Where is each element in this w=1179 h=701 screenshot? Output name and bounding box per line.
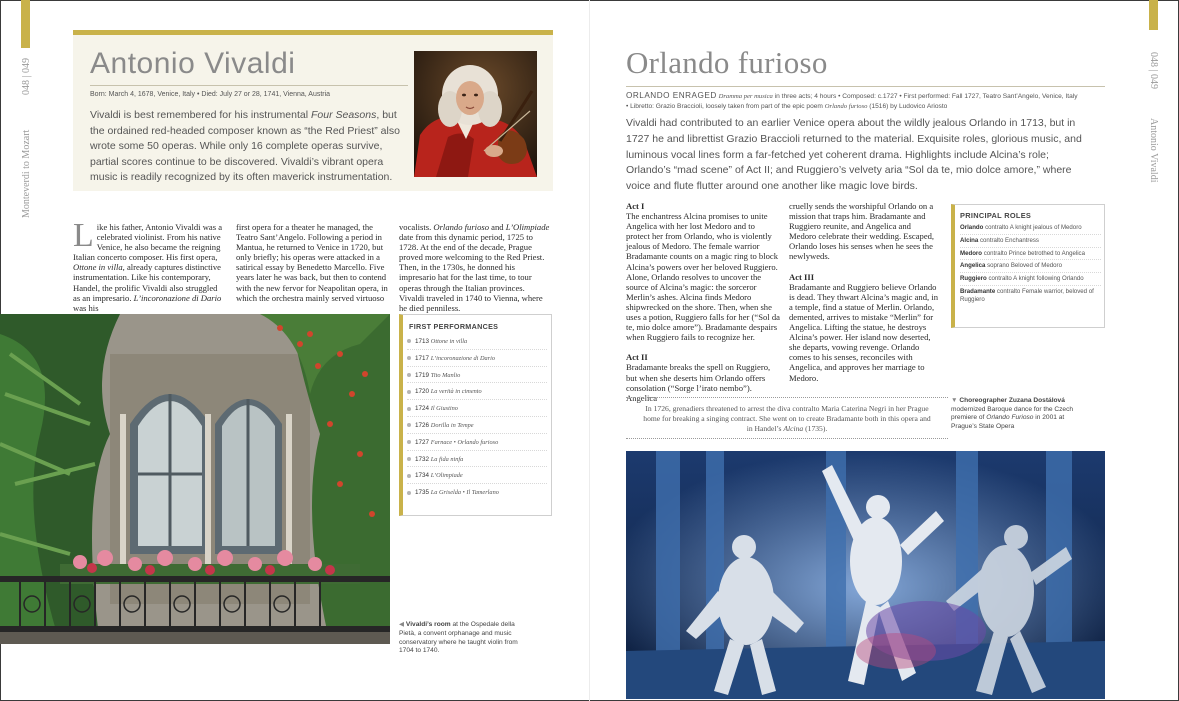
body-column-2: first opera for a theater he managed, the Teatro Sant’Angelo. Following a period in Mantua, he returned to Venice in 1720, but only briefly; his operas were attacked in a satirical essay by Benedetto Marcello. Five years later he was back, but then to contend with the new fervor for Neapolitan opera, in which the orchestra mainly served virtuoso [236, 222, 388, 303]
bullet-icon [407, 491, 411, 495]
list-item: 1717 L’incoronazione di Dario [407, 350, 547, 367]
list-item: 1735 La Griselda • Il Tamerlano [407, 484, 547, 501]
stage-dance-photo [626, 451, 1105, 699]
list-item: Angelica soprano Beloved of Medoro [960, 260, 1101, 273]
opera-intro: Vivaldi had contributed to an earlier Venice opera about the wildly jealous Orlando in 1713, but in 1727 he and librettist Grazio Braccioli returned to the material. Exquisite roles, glorious music, and luminous vocal lines form a far-fetched yet coherent drama. Highlights include Alcina’s role; Orlando’s “mad scene” of Act II; and Ruggiero’s velvety aria “Sol da te, mio dolce amore,” where voice and flute flutter around one another like magic love birds. [626, 117, 1082, 193]
born-died-line: Born: March 4, 1678, Venice, Italy • Died: July 27 or 28, 1741, Vienna, Austria [90, 91, 331, 98]
pull-quote: In 1726, grenadiers threatened to arrest the diva contralto Maria Caterina Negri in her Prague home for breaking a singing contract. She went on to create Bradamante both in this opera and in Handel’s Alcina (1735). [643, 404, 931, 434]
first-performances-list [407, 333, 547, 501]
act-3-heading: Act III [789, 271, 815, 282]
act-2-text: Bradamante breaks the spell on Ruggiero, but when she deserts him Orlando offers consolation (“Sorge l’irato nembo”). Angelica [626, 362, 771, 403]
composer-name: Antonio Vivaldi [90, 47, 296, 80]
bullet-icon [407, 407, 411, 411]
act-2-continued: cruelly sends the worshipful Orlando on a mission that traps him. Bradamante and Ruggiero reunite, and Angelica and Medoro celebrate their wedding. Escaped, Orlando loses his senses when he sees the newlyweds. [789, 201, 935, 262]
right-edge-gold-mark [1149, 0, 1158, 30]
room-photo-caption: ◀ Vivaldi’s room at the Ospedale della Pietà, a convent orphanage and music conservatory where he taught violin from 1704 to 1740. [399, 621, 518, 655]
list-item: Ruggiero contralto A knight following Orlando [960, 273, 1101, 286]
stage-photo-caption: ▼ Choreographer Zuzana Dostálová modernized Baroque dance for the Czech premiere of Orlando Furioso in 2001 at Prague’s State Opera [951, 397, 1074, 430]
list-item: 1727 Farnace • Orlando furioso [407, 434, 547, 451]
list-item: 1726 Dorilla in Tempe [407, 417, 547, 434]
quote-rule-top [626, 397, 948, 398]
act-1-heading: Act I [626, 201, 645, 211]
list-item: 1720 La verità in cimento [407, 383, 547, 400]
vivaldi-room-photo [0, 314, 390, 644]
bullet-icon [407, 339, 411, 343]
principal-roles-title: PRINCIPAL ROLES [960, 211, 1032, 220]
list-item: Bradamante contralto Female warrior, beloved of Ruggiero [960, 287, 1094, 303]
bullet-icon [407, 474, 411, 478]
act-1-text: The enchantress Alcina promises to unite Angelica with her lost Medoro and to protect her from Orlando, who is violently jealous of Medoro. The female warrior Bradamante counts on a magic ring to block Alcina’s powers over her beloved Ruggiero. Alone, Orlando resolves to uncover the source of Alcina’s magic: the sorceror Merlin’s ashes. Alcina finds Medoro shipwrecked on the shore. Then, when she uses a potion, Ruggiero falls for her (“Sol da te, mio dolce amore”). Bradamante despairs when Ruggiero fails to recognize her. [626, 211, 780, 343]
act-3-text: Bradamante and Ruggiero believe Orlando is dead. They thwart Alcina’s magic and, in a temple, find a statue of Merlin. Orlando, demented, arrives to mistake “Merlin” for Angelica. Lifting the statue, he destroys Alcina’s power. Her island now deserted, she departs, vowing revenge. Orlando comes to his senses, reconciles with Angelica, and approves her marriage to Medoro. [789, 281, 939, 383]
list-item: Orlando contralto A knight jealous of Medoro [960, 222, 1101, 235]
body-column-1: Like his father, Antonio Vivaldi was a celebrated violinist. From his native Venice, he also became the reigning Italian concerto composer. His first opera, Ottone in villa, already captures distinctive instrumentation. Like his contemporary, Handel, the prolific Vivaldi also struggled as an impresario. L’incoronazione di Dario was his [73, 217, 223, 313]
act-2-heading: Act II [626, 352, 648, 363]
bullet-icon [407, 356, 411, 360]
list-item: 1724 Il Giustino [407, 400, 547, 417]
first-performances-title: FIRST PERFORMANCES [409, 322, 499, 331]
list-item: 1719 Tito Manlio [407, 367, 547, 384]
synopsis-column-1 [626, 201, 780, 403]
list-item: Alcina contralto Enchantress [960, 235, 1101, 248]
quote-rule-bottom [626, 438, 948, 439]
left-section-title: Monteverdi to Mozart [21, 129, 32, 218]
right-section-title: Antonio Vivaldi [1148, 118, 1159, 183]
bullet-icon [407, 423, 411, 427]
arrow-down-icon: ▼ [951, 397, 958, 404]
opera-title: Orlando furioso [626, 45, 828, 80]
bullet-icon [407, 440, 411, 444]
opera-meta: ORLANDO ENRAGED Dramma per musica in three acts; 4 hours • Composed: c.1727 • First performed: Fall 1727, Teatro Sant’Angelo, Venice, Italy • Libretto: Grazio Braccioli, loosely taken from part of the epic poem Orlando furioso (1516) by Ludovico Ariosto [626, 91, 1078, 110]
left-edge-gold-mark [21, 0, 30, 48]
opera-title-rule [626, 86, 1105, 87]
arrow-left-icon: ◀ [399, 621, 405, 628]
vivaldi-portrait [414, 51, 537, 177]
drop-cap: L [73, 217, 94, 254]
left-folio: 048 | 049 [21, 57, 32, 95]
synopsis-column-2 [789, 201, 939, 383]
bullet-icon [407, 457, 411, 461]
list-item: 1734 L’Olimpiade [407, 467, 547, 484]
right-folio: 048 | 049 [1148, 52, 1159, 90]
body-column-3: vocalists. Orlando furioso and L’Olimpiade date from this dynamic period, 1725 to 1728. At the end of the decade, Prague proved more welcoming to the Red Priest. Then, in the 1730s, he donned his impresario hat for the last time, to tour operas through the Italian provinces. Vivaldi traveled in 1740 to Vienna, where he died penniless. [399, 222, 550, 313]
name-rule [90, 85, 408, 86]
list-item: Medoro contralto Prince betrothed to Angelica [960, 248, 1101, 261]
list-item: 1713 Ottone in villa [407, 333, 547, 350]
principal-roles-list [960, 222, 1101, 306]
list-item: 1732 La fida ninfa [407, 451, 547, 468]
composer-intro: Vivaldi is best remembered for his instrumental Four Seasons, but the ordained red-headed composer known as “the Red Priest” also wrote some 50 operas. While only 16 complete operas survive, partial scores continue to be discovered. Vivaldi’s vibrant opera music is readily recognized by its often maverick instrumentation. [90, 109, 400, 183]
spread-gutter [589, 0, 590, 701]
bullet-icon [407, 390, 411, 394]
bullet-icon [407, 373, 411, 377]
